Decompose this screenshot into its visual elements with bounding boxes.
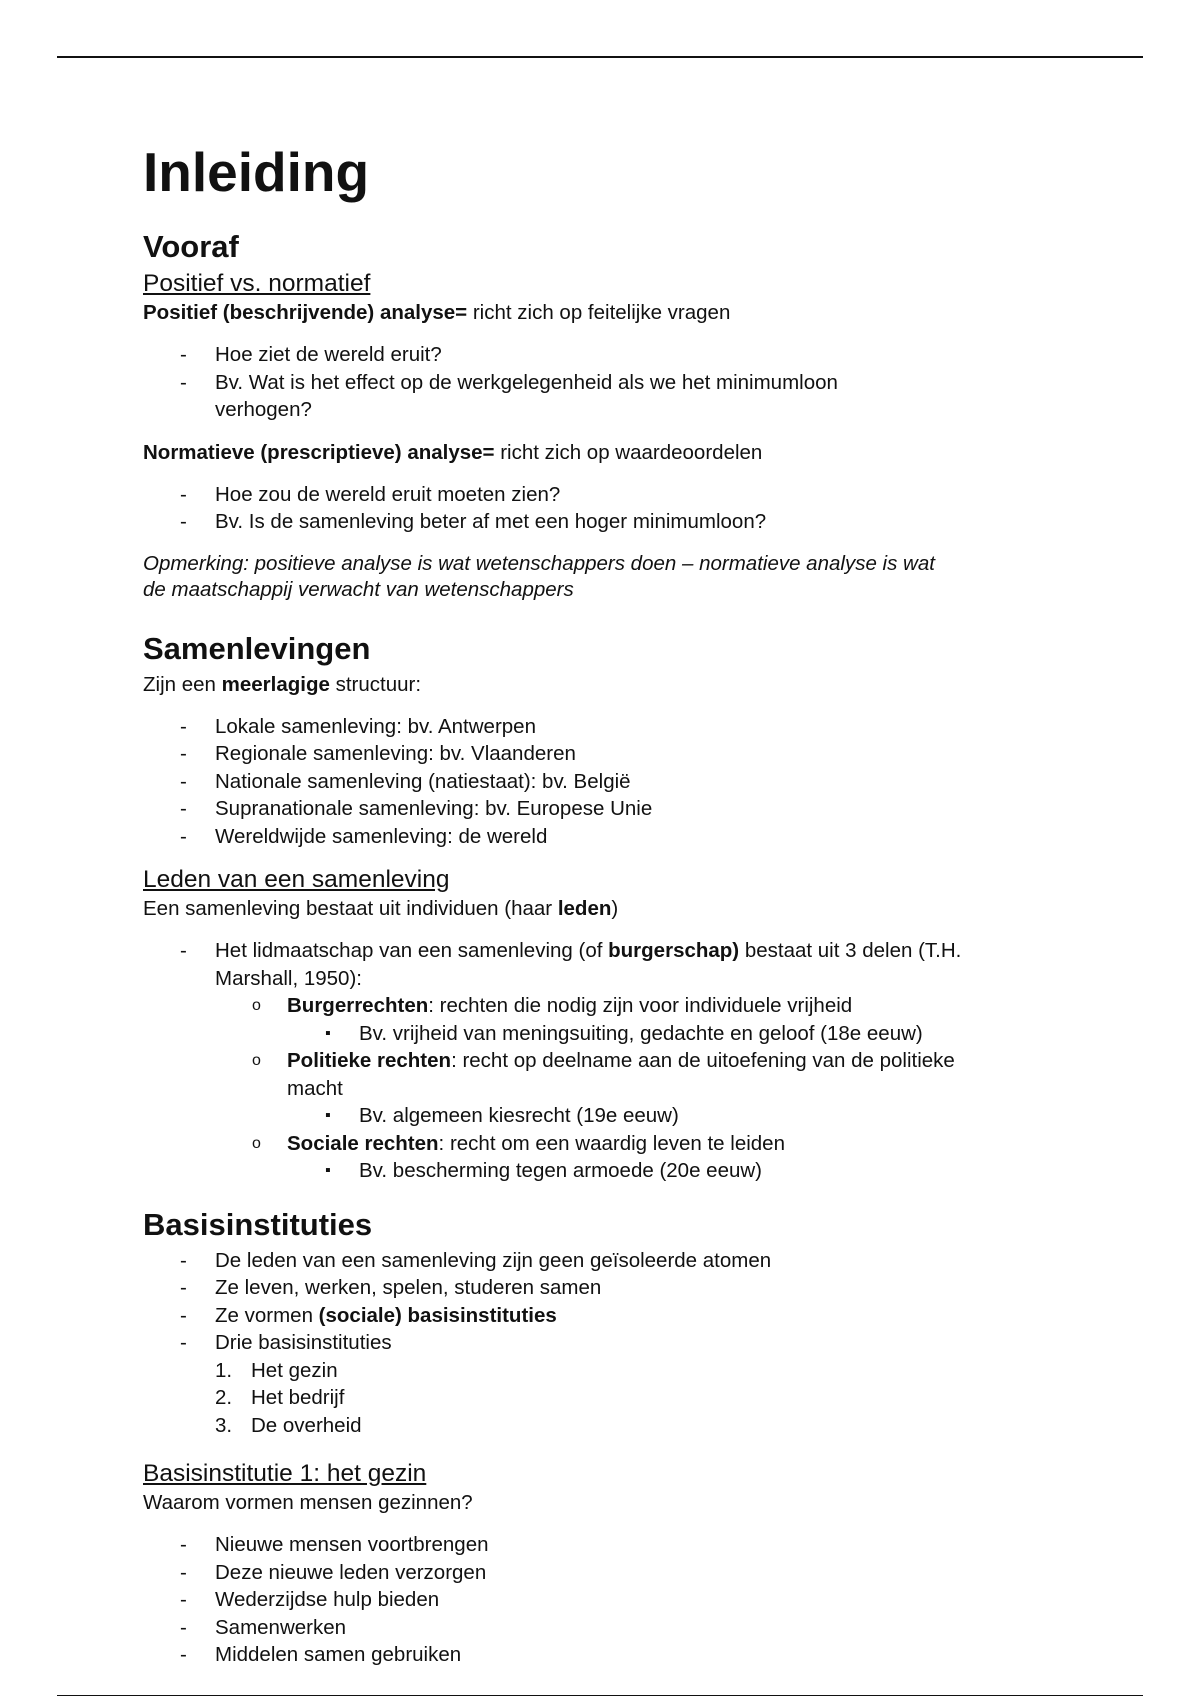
example-item: ▪ Bv. algemeen kiesrecht (19e eeuw)	[287, 1102, 1003, 1130]
list-item: - Bv. Wat is het effect op de werkgelegenheid als we het minimumloon verhogen?	[143, 369, 1003, 424]
bottom-rule	[57, 1695, 1143, 1696]
rights-list	[215, 992, 1003, 1185]
numbered-item: 2. Het bedrijf	[215, 1386, 345, 1409]
positief-definition: Positief (beschrijvende) analyse= richt zich op feitelijke vragen	[143, 301, 731, 324]
list-item: - Regionale samenleving: bv. Vlaanderen	[143, 740, 1003, 768]
numbered-item: 3. De overheid	[215, 1413, 362, 1437]
list-item: - Deze nieuwe leden verzorgen	[143, 1559, 1003, 1587]
list-item: - Supranationale samenleving: bv. Europese Unie	[143, 795, 1003, 823]
list-item: - Hoe zou de wereld eruit moeten zien?	[143, 481, 1003, 509]
samenlevingen-list	[143, 713, 1003, 851]
positief-term: Positief (beschrijvende) analyse=	[143, 301, 468, 324]
list-item: - De leden van een samenleving zijn geen geïsoleerde atomen	[143, 1247, 1003, 1275]
heading-samenlevingen: Samenlevingen	[143, 630, 371, 666]
heading-basisinstituties: Basisinstituties	[143, 1206, 373, 1242]
top-rule	[57, 56, 1143, 58]
positief-list	[143, 341, 1003, 424]
leden-list	[143, 937, 1003, 1185]
numbered-list	[215, 1357, 1003, 1440]
list-item: - Samenwerken	[143, 1614, 1003, 1642]
list-item: - Hoe ziet de wereld eruit?	[143, 341, 1003, 369]
right-item: o Politieke rechten: recht op deelname aan de uitoefening van de politieke macht ▪ Bv. algemeen kiesrecht (19e eeuw)	[215, 1047, 1003, 1130]
basisinstituties-list	[143, 1247, 1003, 1440]
list-item: - Drie basisinstituties 1. Het gezin 2. Het bedrijf 3. De overheid	[143, 1329, 1003, 1439]
list-item: - Het lidmaatschap van een samenleving (of burgerschap) bestaat uit 3 delen (T.H. Marshall, 1950): o Burgerrechten: rechten die nodig zijn voor individuele vrijheid ▪ Bv. vrijheid van meningsuiting, gedachte en geloof (18e eeuw) o Politieke rechten: recht op deelname aan de uitoefening van de politieke macht ▪ Bv. algemeen kiesrecht (19e eeuw) o Sociale rechten: recht om een waardig leven te leiden ▪ Bv. bescherming tegen armoede (20e eeuw)	[143, 937, 1003, 1185]
samenlevingen-intro: Zijn een meerlagige structuur:	[143, 672, 422, 696]
list-item: - Bv. Is de samenleving beter af met een hoger minimumloon?	[143, 508, 1003, 536]
list-item: - Wereldwijde samenleving: de wereld	[143, 823, 1003, 851]
normatief-definition: Normatieve (prescriptieve) analyse= richt zich op waardeoordelen	[143, 440, 763, 464]
gezin-list	[143, 1531, 1003, 1669]
example-item: ▪ Bv. vrijheid van meningsuiting, gedachte en geloof (18e eeuw)	[287, 1020, 1003, 1048]
document-body	[143, 140, 1003, 1684]
page-title: Inleiding	[143, 141, 370, 203]
normatief-term: Normatieve (prescriptieve) analyse=	[143, 440, 495, 464]
heading-vooraf: Vooraf	[143, 229, 239, 264]
list-item: - Ze leven, werken, spelen, studeren samen	[143, 1274, 1003, 1302]
list-item: - Lokale samenleving: bv. Antwerpen	[143, 713, 1003, 741]
leden-intro: Een samenleving bestaat uit individuen (haar leden)	[143, 897, 619, 920]
example-item: ▪ Bv. bescherming tegen armoede (20e eeuw)	[287, 1157, 1003, 1185]
subheading-leden: Leden van een samenleving	[143, 866, 450, 893]
list-item: - Nationale samenleving (natiestaat): bv. België	[143, 768, 1003, 796]
list-item: - Wederzijdse hulp bieden	[143, 1586, 1003, 1614]
right-item: o Burgerrechten: rechten die nodig zijn voor individuele vrijheid ▪ Bv. vrijheid van meningsuiting, gedachte en geloof (18e eeuw)	[215, 992, 1003, 1047]
list-item: - Nieuwe mensen voortbrengen	[143, 1531, 1003, 1559]
list-item: - Middelen samen gebruiken	[143, 1641, 1003, 1669]
subheading-gezin: Basisinstitutie 1: het gezin	[143, 1460, 427, 1487]
opmerking-note: Opmerking: positieve analyse is wat wetenschappers doen – normatieve analyse is wat de maatschappij verwacht van wetenschappers	[143, 551, 935, 601]
right-item: o Sociale rechten: recht om een waardig leven te leiden ▪ Bv. bescherming tegen armoede (20e eeuw)	[215, 1130, 1003, 1185]
gezin-intro: Waarom vormen mensen gezinnen?	[143, 1491, 473, 1514]
normatief-list	[143, 481, 1003, 536]
list-item: - Ze vormen (sociale) basisinstituties	[143, 1302, 1003, 1330]
numbered-item: 1. Het gezin	[215, 1358, 338, 1382]
subheading-positief-normatief: Positief vs. normatief	[143, 270, 371, 297]
